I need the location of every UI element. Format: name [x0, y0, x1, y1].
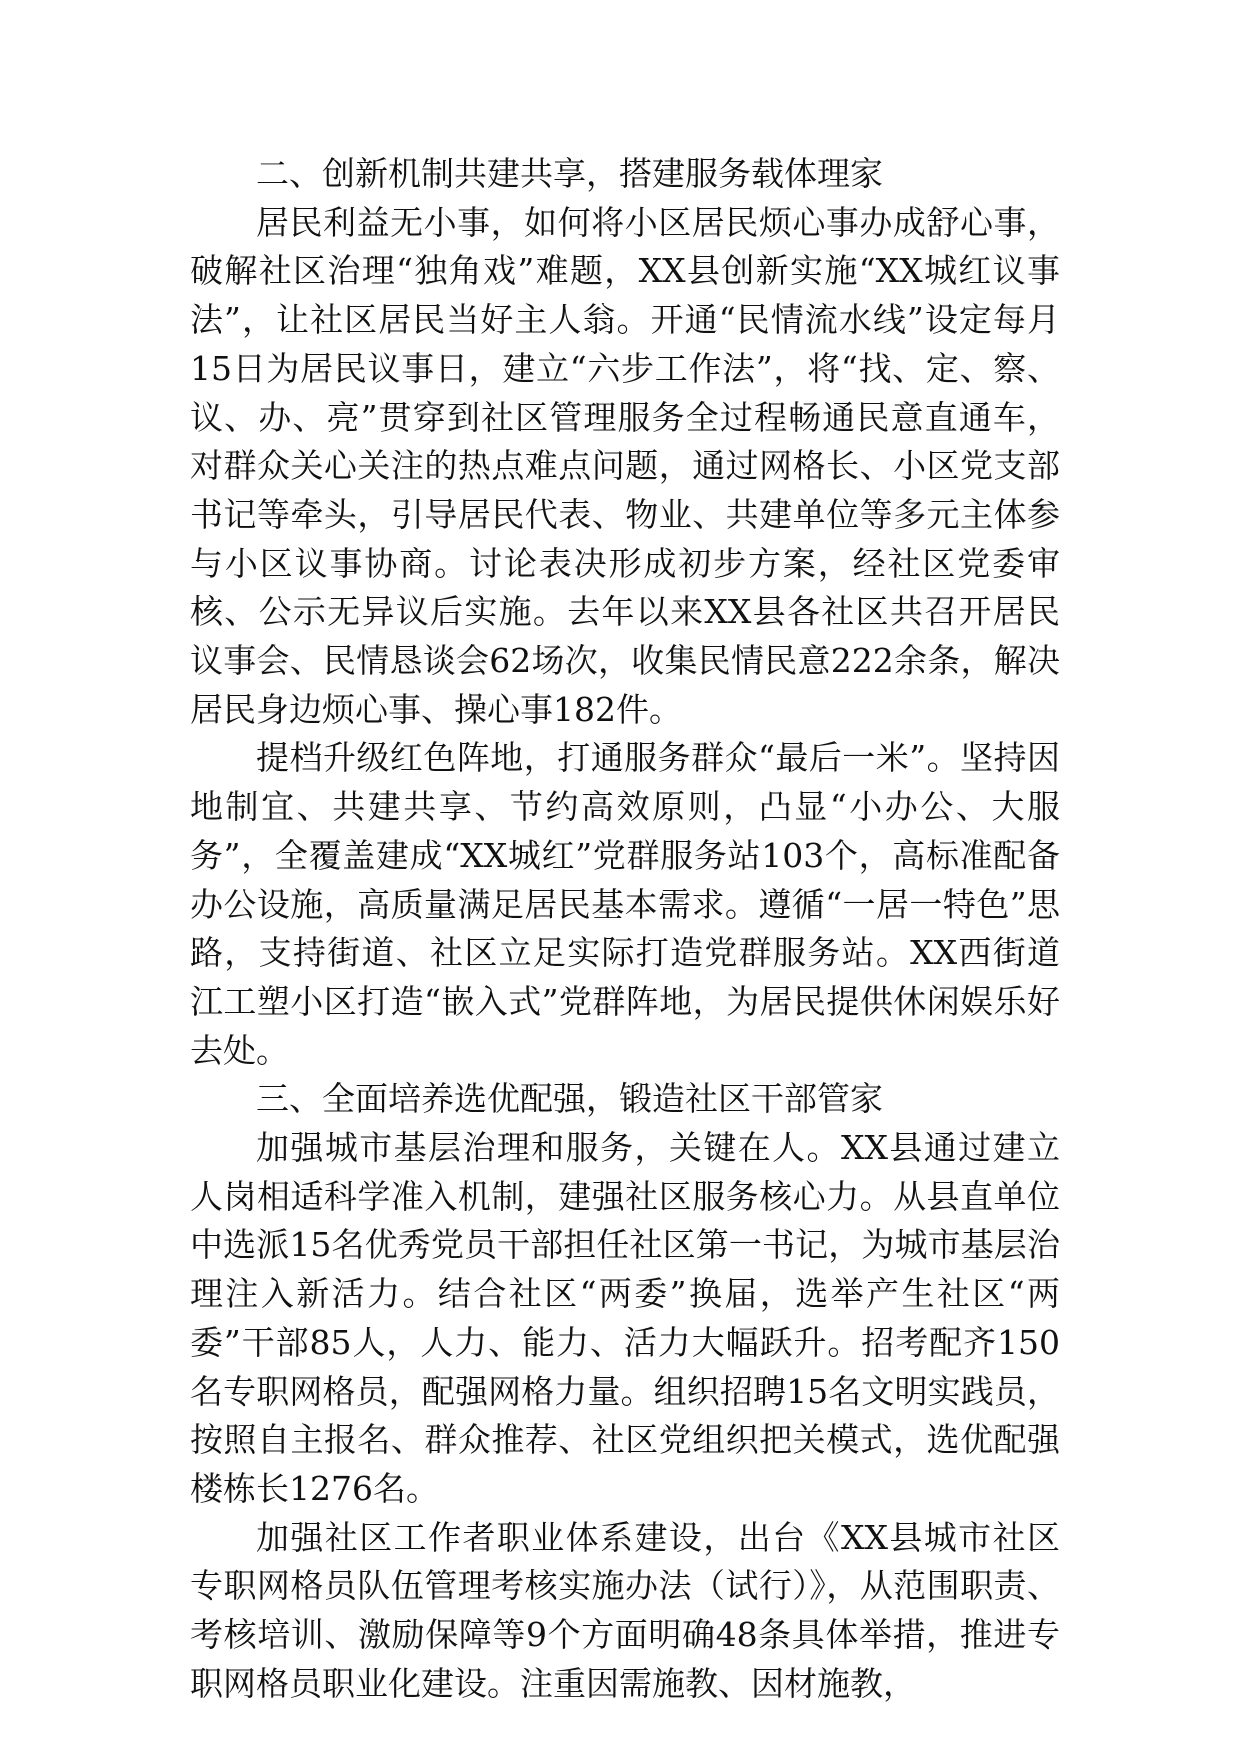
section-heading-2: 二、创新机制共建共享，搭建服务载体理家 [256, 154, 883, 193]
paragraph-community-cadres: 加强城市基层治理和服务，关键在人。XX县通过建立人岗相适科学准入机制，建强社区服务核心力。从县直单位中选派15名优秀党员干部担任社区第一书记，为城市基层治理注入新活力。结合社区“两委”换届，选举产生社区“两委”干部85人，人力、能力、活力大幅跃升。招考配齐150名专职网格员，配强网格力量。组织招聘15名文明实践员，按照自主报名、群众推荐、社区党组织把关模式，选优配强楼栋长1276名。 [190, 1128, 1060, 1508]
document-page [190, 150, 1060, 1709]
section-heading-3: 三、全面培养选优配强，锻造社区干部管家 [256, 1079, 883, 1119]
paragraph-resident-deliberation: 居民利益无小事，如何将小区居民烦心事办成舒心事，破解社区治理“独角戏”难题，XX县创新实施“XX城红议事法”，让社区居民当好主人翁。开通“民情流水线”设定每月15日为居民议事日，建立“六步工作法”，将“找、定、察、议、办、亮”贯穿到社区管理服务全过程畅通民意直通车，对群众关心关注的热点难点问题，通过网格长、小区党支部书记等牵头，引导居民代表、物业、共建单位等多元主体参与小区议事协商。讨论表决形成初步方案，经社区党委审核、公示无异议后实施。去年以来XX县各社区共召开居民议事会、民情恳谈会62场次，收集民情民意222余条，解决居民身边烦心事、操心事182件。 [190, 202, 1060, 729]
paragraph-worker-system: 加强社区工作者职业体系建设，出台《XX县城市社区专职网格员队伍管理考核实施办法（试行）》，从范围职责、考核培训、激励保障等9个方面明确48条具体举措，推进专职网格员职业化建设。注重因需施教、因材施教， [190, 1517, 1060, 1703]
paragraph-red-positions: 提档升级红色阵地，打通服务群众“最后一米”。坚持因地制宜、共建共享、节约高效原则，凸显“小办公、大服务”，全覆盖建成“XX城红”党群服务站103个，高标准配备办公设施，高质量满足居民基本需求。遵循“一居一特色”思路，支持街道、社区立足实际打造党群服务站。XX西街道江工塑小区打造“嵌入式”党群阵地，为居民提供休闲娱乐好去处。 [190, 738, 1060, 1070]
